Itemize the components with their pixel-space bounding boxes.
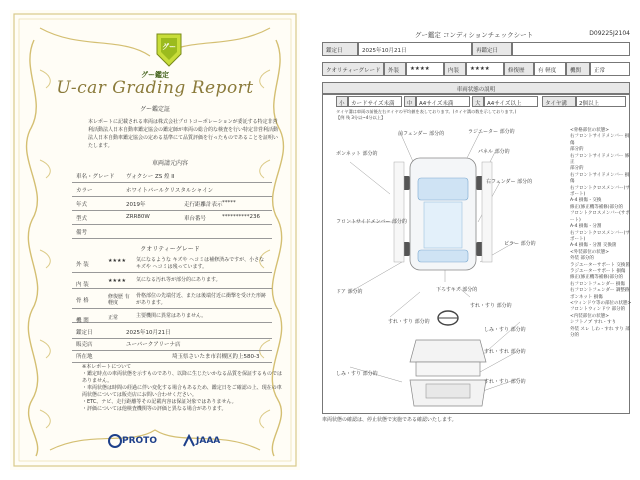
eval-key: 内 装 <box>76 282 89 288</box>
note-line: ・鑑定時点の車両状態を示すものであり、以降に生じたいかなる品質を保証するものではありません。 <box>82 371 283 384</box>
svg-text:グー: グー <box>162 43 176 51</box>
repair-item: A-4 損傷・分割 交換箇 <box>570 243 617 249</box>
repair-item: フロントクロスメンバー(サポート) <box>570 211 630 223</box>
repair-item: 右フロントクロスメンバー(サポート) <box>570 230 630 242</box>
eval-stars: 正常 <box>108 315 119 321</box>
eval-key: 外 装 <box>76 262 89 268</box>
reappraisal-value <box>512 42 630 56</box>
eval-engine <box>72 310 272 323</box>
size-large-key: 大 <box>472 96 484 107</box>
row-key: 所在地 <box>76 354 93 360</box>
grade-val-interior: ★★★★ <box>466 62 504 76</box>
proto-logo-icon <box>108 434 122 448</box>
proto-logo: PROTO <box>122 436 157 446</box>
row-key: 型式 <box>76 216 88 222</box>
repair-item: <外装部位の状態> <box>570 249 610 255</box>
row-remarks <box>72 224 272 239</box>
size-mid-val: A4サイズ未満 <box>416 96 470 107</box>
damage-label: すれ・すれ 部分的 <box>484 349 526 355</box>
grading-certificate <box>10 10 300 470</box>
certificate-title: U-car Grading Report <box>56 78 254 98</box>
row-model <box>72 210 272 225</box>
row-key: 販売店 <box>76 342 93 348</box>
damage-label: ラジエーター 部分的 <box>468 129 515 135</box>
grade-key-interior: 内装 <box>444 62 466 76</box>
repair-item: 部分的 <box>570 147 584 153</box>
size-large-val: A4サイズ以上 <box>484 96 538 107</box>
jaaa-logo: JAAA <box>196 436 221 446</box>
repair-item: 外装 スレ しわ・すれ すり 部分的 <box>570 326 630 338</box>
eval-stars: ★★★★ <box>108 258 126 264</box>
grade-key-exterior: 外装 <box>384 62 406 76</box>
repair-item: 右フロントサイドメンバー 修正 <box>570 153 630 166</box>
repair-item: A-4 損傷・交換 <box>570 198 602 204</box>
grade-key-engine: 機関 <box>566 62 590 76</box>
eval-stars: ★★★★ <box>108 278 126 284</box>
row-key: 年式 <box>76 202 88 208</box>
row-value: 埼玉県さいたま市岩槻区釣上580-3 <box>172 354 260 360</box>
document-number: D09225J2104 <box>589 30 630 37</box>
sheet-title: グー鑑定 コンディションチェックシート <box>414 31 534 39</box>
repair-item: <ウィンドウ等の部位の状態> <box>570 300 632 306</box>
badge-label: グー鑑定 <box>141 71 169 79</box>
row-key: 鑑定日 <box>76 330 93 336</box>
row-value: **********236 <box>222 214 260 220</box>
eval-interior <box>72 274 272 289</box>
damage-label: ドア 部分的 <box>336 289 363 295</box>
grade-val-engine: 正常 <box>590 62 630 76</box>
repair-item: <内装部位の状態> <box>570 313 610 319</box>
certificate-notes <box>82 364 282 413</box>
eval-desc: 気になる汚れ等が部分的にあります。 <box>136 277 221 283</box>
row-key: 車台番号 <box>184 216 207 222</box>
repair-item: 外装 部分的 <box>570 256 594 262</box>
damage-label: しみ・すり 部分的 <box>484 327 526 333</box>
eval-frame <box>72 290 272 309</box>
size-mid-key: 中 <box>404 96 416 107</box>
note-line: ※本レポートについて <box>82 364 132 370</box>
vehicle-section-title: 車両請元内容 <box>151 160 188 167</box>
eval-desc: 気になるような キズや ヘコミは補修済みですが、小さなキズや ヘコミは残っています。 <box>136 257 265 270</box>
eval-exterior <box>72 254 272 273</box>
tire-note: タイヤ溝は車両の前後左右タイヤの平均値を表しております。(タイヤ溝の数を示しております。) <box>336 109 517 114</box>
repair-item: 右フロントサイドメンバー 損傷 <box>570 134 630 146</box>
repair-item: シフトノブ すれ・すり <box>570 320 617 326</box>
row-key: カラー <box>76 188 93 194</box>
repair-item: 右フロントサイドメンバー 損傷 <box>570 172 630 185</box>
repair-item: ボンネット 損傷 <box>570 294 603 300</box>
damage-label: しみ・すり 部分的 <box>336 371 378 377</box>
repair-item: <骨格部位の状態> <box>570 128 610 133</box>
size-small-val: カードサイズ未満 <box>348 96 402 107</box>
grade-key-repair: 修復歴 <box>504 62 534 76</box>
eval-key: 機 関 <box>76 318 89 324</box>
row-value: ヴォクシー ZS 煌 II <box>126 174 175 180</box>
date-label: 鑑定日 <box>322 42 358 56</box>
repair-item: 右フロントクロスメンバー(サポート) <box>570 185 630 198</box>
repair-item: 右フロントフェンダー 調整跡 <box>570 288 630 294</box>
certificate-intro: 本レポートに記載される車両は株式会社プロトコーポレーションが委託する特定非営利活動法人日本自動車鑑定協会の鑑定師が車両の総合的な検査を行い特定非営利活動法人日本自動車鑑定協会の定める基準にて品質評価を行ったものであることを証明いたします。 <box>88 119 279 149</box>
repair-item: ラジエーターサポート 損傷 <box>570 268 626 274</box>
repair-item: A-4 損傷・分割 <box>570 224 602 230</box>
damage-label: 前フェンダー 部分的 <box>398 131 445 137</box>
damage-label: ボンネット 部分的 <box>336 151 378 157</box>
goo-appraisal-badge-icon <box>154 32 184 68</box>
eval-desc: 主要機関に異常はありません。 <box>136 313 207 319</box>
row-value: ZRR80W <box>126 214 150 220</box>
note-line: ・評価については他検査機関等の評価と異なる場合があります。 <box>82 406 227 412</box>
repair-item: 右フロントフェンダー 損傷 <box>570 281 625 287</box>
row-key: 車名・グレード <box>76 174 115 180</box>
bottom-note: 車両状態の確認は、停止状態で実施である確認いたします。 <box>322 417 457 423</box>
reappraisal-label: 再鑑定日 <box>472 42 512 56</box>
row-key: 備考 <box>76 230 88 236</box>
row-year <box>72 196 272 211</box>
row-value: 2019年 <box>126 202 146 208</box>
grade-val-repair: 有 軽度 <box>534 62 566 76</box>
repair-item: フロントウィンドウ 部分的 <box>570 307 626 313</box>
row-value: 2025年10月21日 <box>126 330 171 336</box>
quality-grade-title: クオリティーグレード <box>140 246 200 253</box>
repair-item: ラジエーターサポート 交換箇 <box>570 262 630 268</box>
row-value: ***** <box>222 200 236 206</box>
car-diagram <box>330 122 568 412</box>
date-value: 2025年10月21日 <box>358 42 472 56</box>
size-small-key: 小 <box>336 96 348 107</box>
damage-label: ピラー 部分的 <box>504 241 536 247</box>
eval-key: 骨 格 <box>76 298 89 304</box>
tire-label: タイヤ溝 <box>542 96 576 107</box>
repair-item: 修正(修正機等補修)部分的 <box>570 275 624 281</box>
row-value: ホワイトパールクリスタルシャイン <box>126 188 214 194</box>
row-color <box>72 182 272 197</box>
damage-label: パネル 部分的 <box>478 149 510 155</box>
damage-label: すれ・すり 部分的 <box>484 379 526 385</box>
grade-val-exterior: ★★★★ <box>406 62 444 76</box>
eval-desc: 骨格部位の先端付近、または後端付近に衝撃を受けた形跡があります。 <box>136 293 267 306</box>
damage-label: すれ・すり 部分的 <box>388 319 430 325</box>
tire-note-example: 【例 残 3分以~4分以上】 <box>336 115 386 120</box>
damage-label: すれ・すり 部分的 <box>470 303 512 309</box>
note-line: ・ETC、ナビ、走行距離等その記載内容は保証対象ではありません。 <box>82 399 237 405</box>
row-key: 走行距離計表示 <box>184 202 223 208</box>
repair-item: 修正(修正機等補修)部分的 <box>570 204 624 210</box>
eval-stars: 修復歴 有 軽度 <box>108 294 130 306</box>
damage-label: フロントサイドメンバー 部分的 <box>336 219 407 225</box>
tire-value: 2個以上 <box>576 96 626 107</box>
state-title: 車両状態の説明 <box>322 82 630 94</box>
certificate-subtitle: グー鑑定証 <box>139 106 170 113</box>
repair-list <box>570 128 632 339</box>
note-line: ・車両状態は時間の経過に伴い変化する場合もあるため、鑑定日をご確認の上、現在の車両状態については販売店にお問い合わせください。 <box>82 385 282 398</box>
row-value: ユーパークアリーナ店 <box>126 342 181 348</box>
row-address <box>72 348 272 363</box>
row-car-name <box>72 168 272 183</box>
damage-label: 右フェンダー 部分的 <box>486 179 533 185</box>
grade-label: クオリティーグレード <box>322 62 384 76</box>
damage-label: 下ろすキズ 部分的 <box>436 287 478 293</box>
repair-item: 部分的 <box>570 166 584 172</box>
jaaa-logo-icon <box>182 434 196 448</box>
